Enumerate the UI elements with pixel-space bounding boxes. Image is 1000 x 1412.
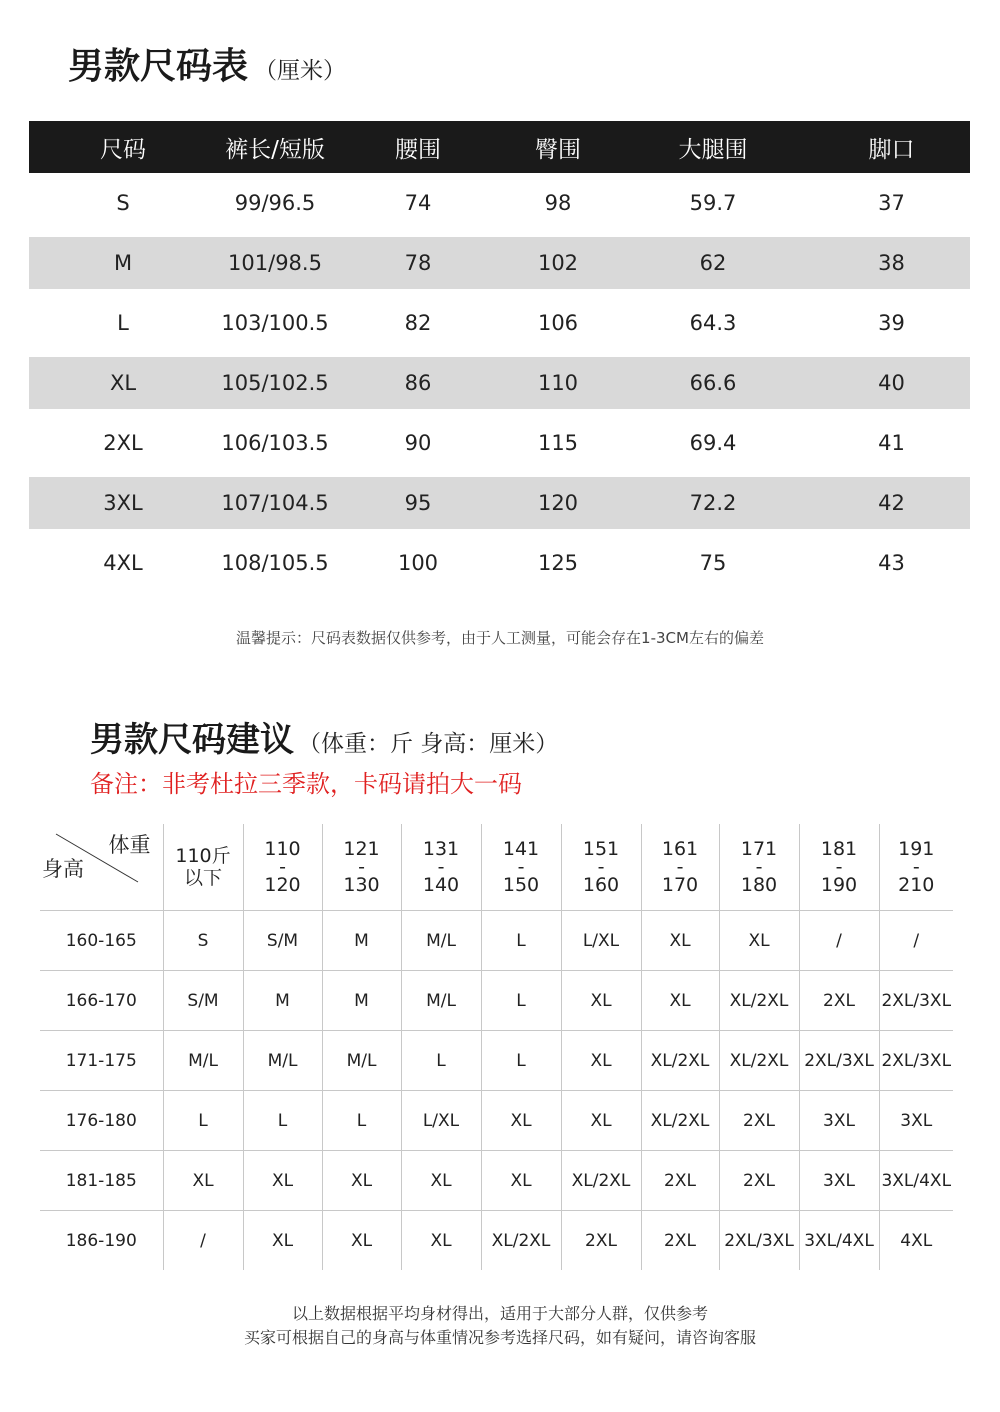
recommend-size-cell: XL/2XL [719, 971, 799, 1031]
size-chart-cell: 95 [333, 473, 503, 533]
recommend-size-cell: L [243, 1091, 322, 1151]
size-chart-row [29, 173, 970, 233]
recommend-size-cell: L [401, 1031, 481, 1091]
recommend-size-cell: 3XL [879, 1091, 953, 1151]
footer-note [0, 1302, 1000, 1350]
size-chart-table [29, 121, 970, 593]
size-chart-row [29, 473, 970, 533]
weight-header-part: 161 [661, 838, 699, 860]
weight-header-part: 170 [661, 874, 699, 896]
recommend-size-cell: XL [561, 1091, 641, 1151]
recommend-size-cell: XL [641, 971, 719, 1031]
recommend-size-cell: XL [481, 1091, 561, 1151]
height-cell: 160-165 [40, 911, 163, 971]
weight-header-cell [561, 824, 641, 911]
size-chart-cell: 125 [537, 551, 579, 575]
size-chart-cell: 105/102.5 [217, 353, 333, 413]
recommend-size-cell: 2XL [641, 1151, 719, 1211]
size-chart-cell: 106/103.5 [221, 431, 329, 455]
size-chart-cell: 62 [613, 233, 813, 293]
size-chart-cell: 64.3 [689, 311, 737, 335]
recommend-row [40, 1031, 953, 1091]
weight-header-first-line1: 110斤 [175, 845, 231, 867]
recommend-size-cell: M [322, 971, 401, 1031]
weight-header-part: 191 [898, 838, 935, 860]
recommend-size-cell: M [243, 971, 322, 1031]
size-chart-cell: 102 [503, 233, 613, 293]
recommend-title [90, 712, 558, 761]
size-chart-cell: M [29, 233, 217, 293]
recommend-size-cell: L [481, 1031, 561, 1091]
size-chart-title [68, 38, 346, 89]
recommend-size-cell: XL [561, 971, 641, 1031]
size-chart-cell: 78 [333, 233, 503, 293]
recommend-remark: 备注：非考杜拉三季款，卡码请拍大一码 [90, 770, 522, 798]
recommend-size-cell: 3XL [799, 1151, 879, 1211]
recommend-row [40, 1151, 953, 1211]
size-chart-header-cell: 腰围 [333, 121, 503, 173]
recommend-size-cell: XL [561, 1031, 641, 1091]
weight-header-part: - [597, 856, 605, 878]
height-cell: 176-180 [40, 1091, 163, 1151]
weight-header-part: - [755, 856, 763, 878]
recommend-size-cell: XL/2XL [719, 1031, 799, 1091]
weight-header-part: - [437, 856, 445, 878]
size-chart-cell: 99/96.5 [234, 191, 316, 215]
weight-header-cell [641, 824, 719, 911]
size-chart-cell: 100 [397, 551, 439, 575]
recommend-size-cell: M/L [401, 971, 481, 1031]
weight-header-cell [322, 824, 401, 911]
size-chart-row [29, 293, 970, 353]
recommend-size-cell: XL [322, 1211, 401, 1271]
size-chart-cell: 103/100.5 [221, 311, 329, 335]
recommend-size-cell: M [322, 911, 401, 971]
size-chart-cell: 2XL [103, 431, 143, 455]
weight-header-first-line2: 以下 [183, 867, 222, 889]
size-chart-cell: 37 [878, 191, 905, 215]
weight-header-part: 210 [898, 874, 935, 896]
size-chart-cell: S [116, 191, 130, 215]
recommend-size-cell: L [322, 1091, 401, 1151]
size-chart-cell: 101/98.5 [217, 233, 333, 293]
recommend-size-cell: / [879, 911, 953, 971]
recommend-size-cell: XL [481, 1151, 561, 1211]
recommend-size-cell: 2XL [719, 1091, 799, 1151]
recommend-row [40, 1091, 953, 1151]
size-chart-cell: L [117, 311, 129, 335]
weight-header-part: 141 [502, 838, 540, 860]
weight-header-part: - [676, 856, 684, 878]
weight-header-part: - [279, 856, 286, 878]
height-cell: 171-175 [40, 1031, 163, 1091]
recommend-size-cell: L [163, 1091, 243, 1151]
recommend-size-cell: 4XL [879, 1211, 953, 1271]
weight-header-part: 190 [820, 874, 858, 896]
recommend-unit: （体重：斤 身高：厘米） [298, 731, 559, 757]
footer-line-2: 买家可根据自己的身高与体重情况参考选择尺码，如有疑问，请咨询客服 [243, 1328, 756, 1347]
size-chart-header-cell: 臀围 [503, 121, 613, 173]
size-chart-cell: 108/105.5 [221, 551, 329, 575]
size-chart-cell: 66.6 [613, 353, 813, 413]
recommend-size-cell: 2XL [641, 1211, 719, 1271]
recommend-size-cell: XL [401, 1211, 481, 1271]
size-chart-cell: 107/104.5 [217, 473, 333, 533]
size-chart-cell: 74 [404, 191, 432, 215]
recommend-size-cell: L/XL [561, 911, 641, 971]
weight-header-part: - [517, 856, 525, 878]
recommend-size-cell: 2XL/3XL [799, 1031, 879, 1091]
recommend-size-cell: XL [401, 1151, 481, 1211]
size-chart-row [29, 413, 970, 473]
recommend-size-cell: XL [322, 1151, 401, 1211]
size-chart-unit: （厘米） [254, 58, 347, 84]
weight-header-part: 140 [422, 874, 460, 896]
weight-header-part: 130 [343, 874, 380, 896]
recommend-row [40, 911, 953, 971]
weight-header-cell [799, 824, 879, 911]
size-chart-cell: 39 [878, 311, 905, 335]
size-chart-cell: 72.2 [613, 473, 813, 533]
recommend-size-cell: M/L [163, 1031, 243, 1091]
recommend-size-cell: XL [719, 911, 799, 971]
size-chart-header-cell: 脚口 [813, 121, 970, 173]
size-chart-cell: 69.4 [689, 431, 737, 455]
size-chart-header-row [29, 121, 970, 173]
recommend-size-cell: XL/2XL [641, 1091, 719, 1151]
height-cell: 181-185 [40, 1151, 163, 1211]
size-chart-cell: 75 [699, 551, 727, 575]
recommend-size-cell: S/M [243, 911, 322, 971]
recommend-header-row [40, 824, 953, 911]
size-chart-cell: 82 [404, 311, 432, 335]
recommend-row [40, 1211, 953, 1271]
weight-header-part: 121 [343, 838, 380, 860]
recommend-size-cell: 2XL [799, 971, 879, 1031]
recommend-size-cell: 2XL [561, 1211, 641, 1271]
size-chart-tip: 温馨提示：尺码表数据仅供参考，由于人工测量，可能会存在1-3CM左右的偏差 [236, 629, 764, 647]
size-chart-cell: 86 [333, 353, 503, 413]
weight-header-part: 110 [264, 838, 301, 860]
size-chart-cell: 90 [404, 431, 432, 455]
weight-header-cell [719, 824, 799, 911]
recommend-size-cell: 3XL/4XL [799, 1211, 879, 1271]
corner-cell [40, 824, 163, 911]
size-chart-cell: 43 [878, 551, 905, 575]
recommend-size-cell: M/L [243, 1031, 322, 1091]
size-chart-cell: 4XL [103, 551, 143, 575]
size-chart-header-cell: 尺码 [29, 121, 217, 173]
recommend-size-cell: 2XL [719, 1151, 799, 1211]
size-chart-cell: 115 [537, 431, 579, 455]
weight-header-part: 131 [422, 838, 460, 860]
recommend-size-cell: S [163, 911, 243, 971]
recommend-size-cell: 2XL/3XL [879, 1031, 953, 1091]
weight-header-part: 160 [582, 874, 620, 896]
recommend-size-cell: XL [641, 911, 719, 971]
recommend-size-cell: 2XL/3XL [879, 971, 953, 1031]
footer-line-1: 以上数据根据平均身材得出，适用于大部分人群，仅供参考 [291, 1304, 708, 1323]
size-chart-cell: 42 [813, 473, 970, 533]
recommend-size-cell: XL [163, 1151, 243, 1211]
size-chart-cell: 98 [544, 191, 572, 215]
weight-header-first [163, 824, 243, 911]
recommend-size-cell: M/L [401, 911, 481, 971]
size-chart-cell: XL [29, 353, 217, 413]
size-chart-row [29, 353, 970, 413]
weight-header-part: - [912, 856, 920, 878]
size-chart-cell: 59.7 [689, 191, 737, 215]
recommend-size-cell: S/M [163, 971, 243, 1031]
weight-header-cell [481, 824, 561, 911]
recommend-size-cell: 3XL [799, 1091, 879, 1151]
weight-header-part: 171 [740, 838, 778, 860]
size-chart-cell: 106 [537, 311, 579, 335]
size-chart-cell: 3XL [29, 473, 217, 533]
size-chart-cell: 38 [813, 233, 970, 293]
size-chart-cell: 41 [878, 431, 905, 455]
recommend-row [40, 971, 953, 1031]
corner-height-label: 身高 [42, 857, 84, 881]
weight-header-cell [401, 824, 481, 911]
weight-header-cell [243, 824, 322, 911]
recommend-size-cell: XL [243, 1151, 322, 1211]
size-chart-header-cell: 大腿围 [613, 121, 813, 173]
recommend-size-cell: L [481, 911, 561, 971]
recommend-size-cell: L/XL [401, 1091, 481, 1151]
height-cell: 166-170 [40, 971, 163, 1031]
recommend-size-cell: XL [243, 1211, 322, 1271]
size-chart-title-text: 男款尺码表 [68, 46, 249, 87]
weight-header-part: 150 [502, 874, 540, 896]
size-chart-cell: 120 [503, 473, 613, 533]
weight-header-cell [879, 824, 953, 911]
weight-header-part: 181 [820, 838, 858, 860]
size-chart-row [29, 533, 970, 593]
recommend-size-cell: L [481, 971, 561, 1031]
corner-weight-label: 体重 [108, 833, 151, 857]
recommend-size-cell: 3XL/4XL [879, 1151, 953, 1211]
size-chart-cell: 40 [813, 353, 970, 413]
weight-header-part: - [358, 856, 365, 878]
recommend-size-cell: XL/2XL [481, 1211, 561, 1271]
recommend-size-cell: / [163, 1211, 243, 1271]
recommend-size-cell: XL/2XL [561, 1151, 641, 1211]
weight-header-part: 151 [582, 838, 620, 860]
recommend-table [40, 824, 953, 1270]
size-chart-cell: 110 [503, 353, 613, 413]
weight-header-part: 180 [740, 874, 778, 896]
size-chart-header-cell: 裤长/短版 [217, 121, 333, 173]
recommend-title-text: 男款尺码建议 [90, 720, 294, 760]
weight-header-part: - [835, 856, 843, 878]
recommend-size-cell: / [799, 911, 879, 971]
weight-header-part: 120 [264, 874, 301, 896]
height-cell: 186-190 [65, 1230, 137, 1251]
recommend-size-cell: M/L [322, 1031, 401, 1091]
recommend-size-cell: 2XL/3XL [719, 1211, 799, 1271]
size-chart-row [29, 233, 970, 293]
recommend-size-cell: XL/2XL [641, 1031, 719, 1091]
